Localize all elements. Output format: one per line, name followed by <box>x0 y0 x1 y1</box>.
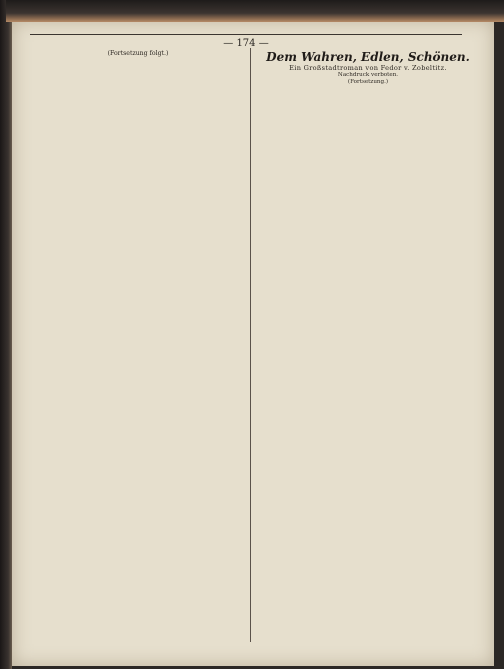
left-column <box>32 50 244 57</box>
continuation-note: (Fortsetzung folgt.) <box>107 50 169 57</box>
story-byline: Ein Großstadtroman von Fedor v. Zobeltitz. <box>289 64 447 72</box>
page-paper <box>12 20 494 666</box>
story-title: Dem Wahren, Edlen, Schönen. <box>266 50 470 64</box>
column-divider <box>250 48 251 642</box>
top-binding-edge <box>6 0 504 22</box>
book-spine <box>0 0 12 669</box>
rights-note: Nachdruck verboten. <box>337 72 399 78</box>
header-rule <box>30 34 462 35</box>
right-column <box>258 50 470 86</box>
continuation-marker: (Fortsetzung.) <box>347 79 389 85</box>
page-number: — 174 — <box>223 38 269 49</box>
